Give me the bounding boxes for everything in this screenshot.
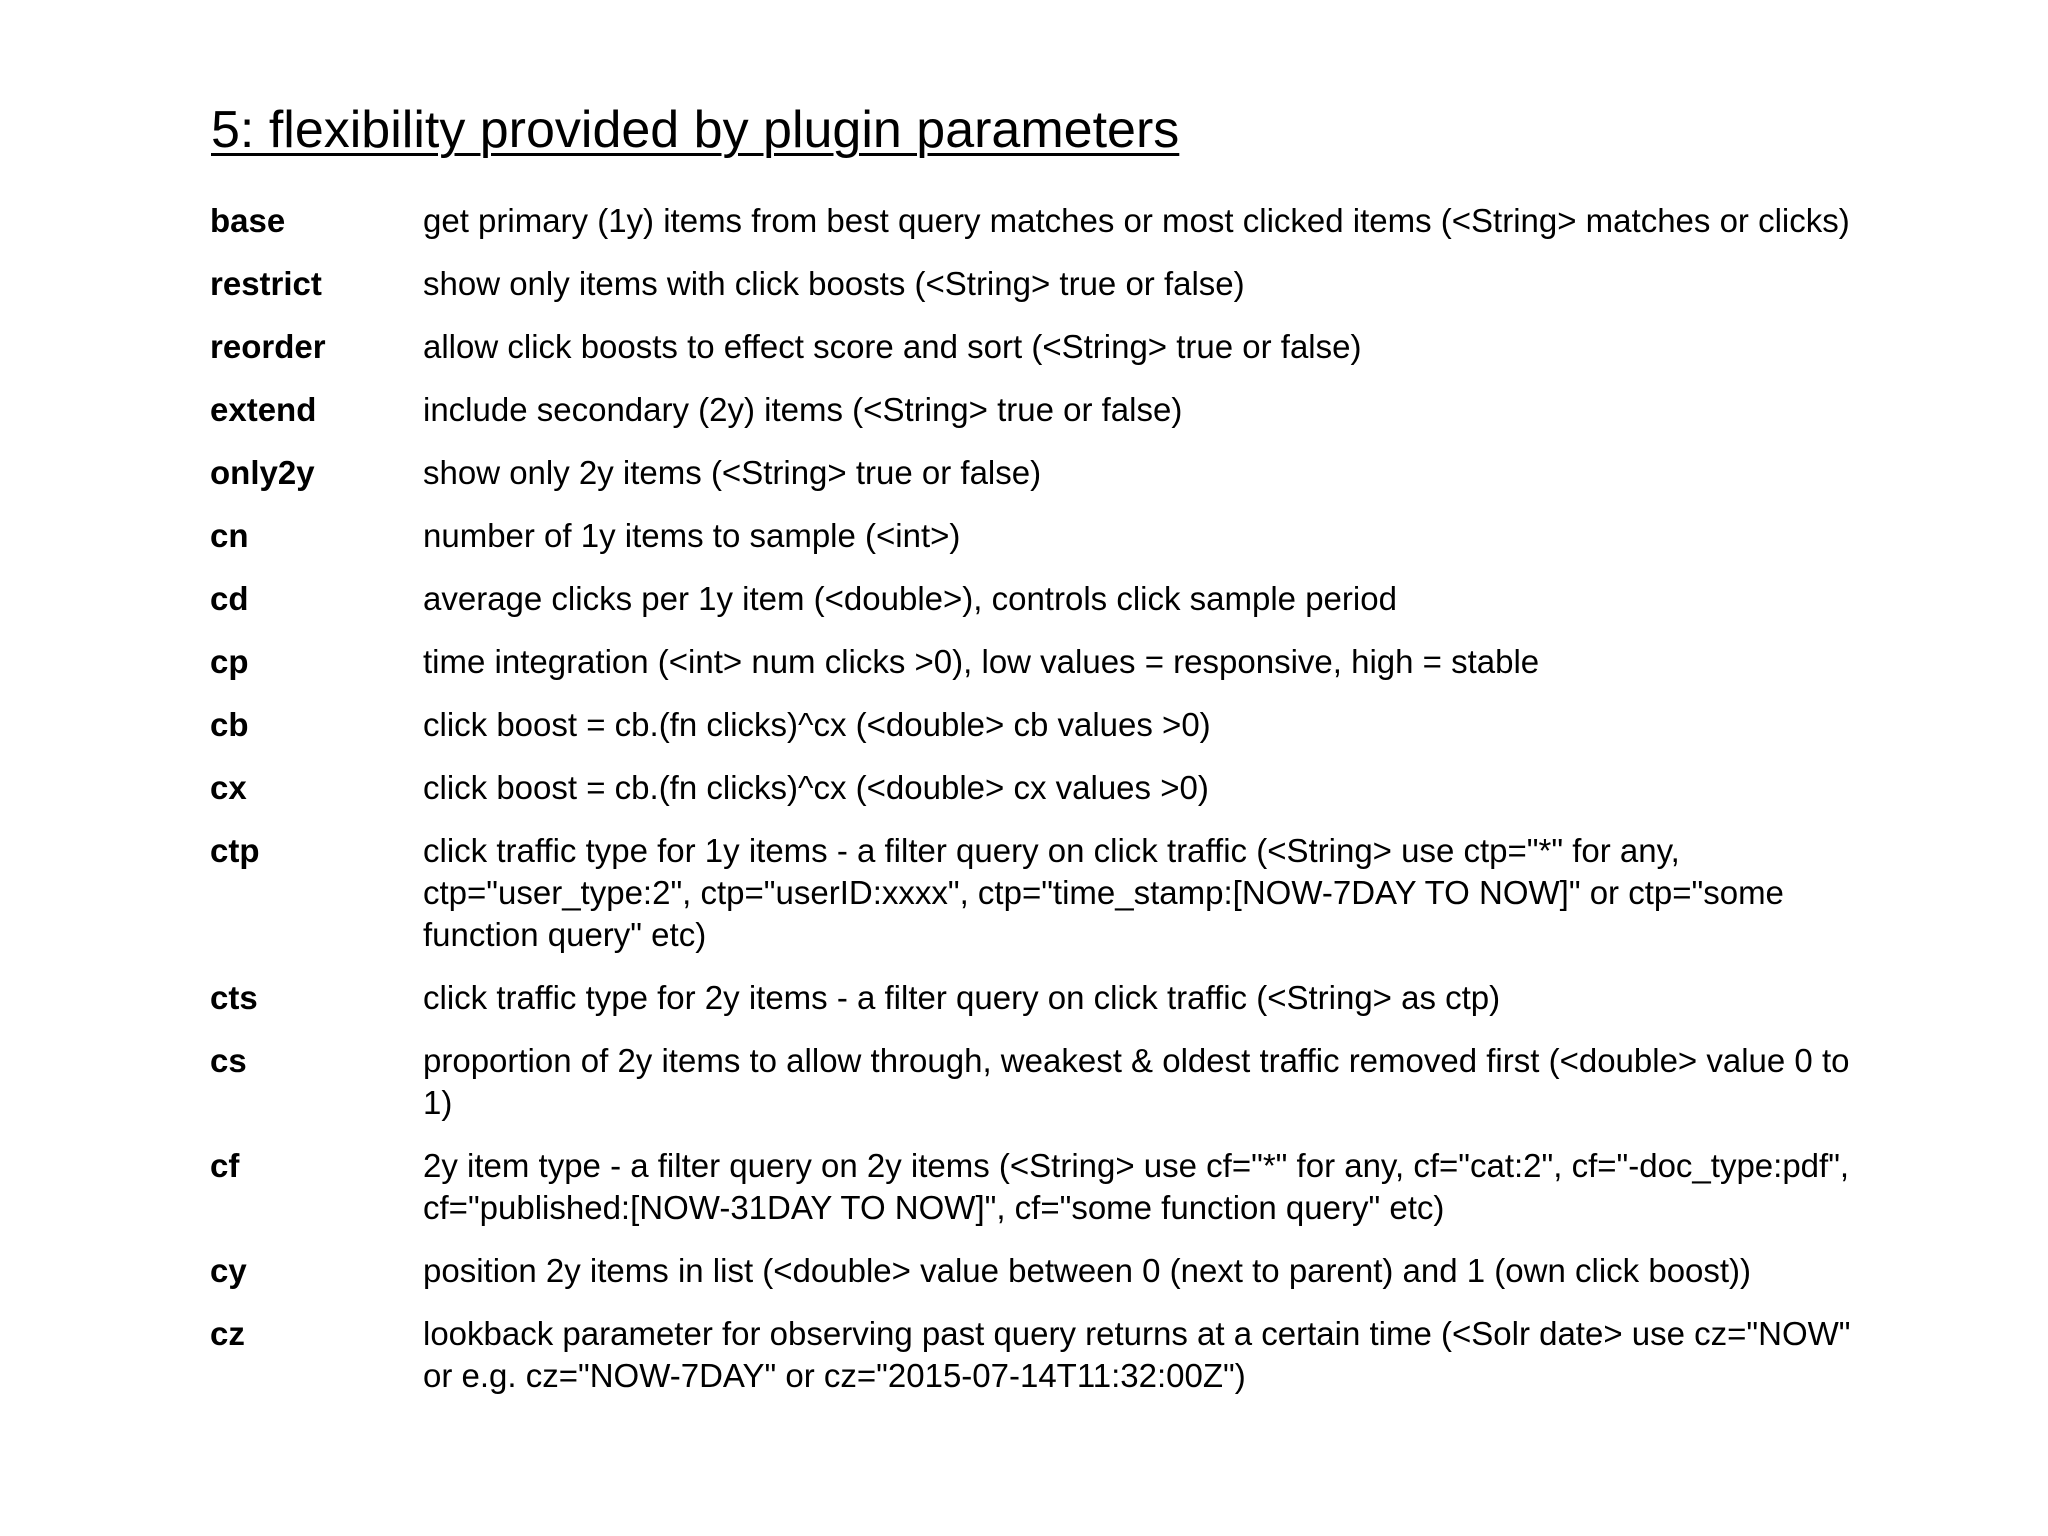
parameter-description: 2y item type - a filter query on 2y items (<String> use cf="*" for any, cf="cat:2", cf="-doc_type:pdf", cf="published:[NOW-31DAY TO NOW]", cf="some function query" etc) <box>423 1147 1850 1226</box>
parameter-name: restrict <box>210 265 322 302</box>
parameter-name: cs <box>210 1042 247 1079</box>
parameter-description: lookback parameter for observing past query returns at a certain time (<Solr date> use cz="NOW" or e.g. cz="NOW-7DAY" or cz="2015-07-14T11:32:00Z") <box>423 1315 1851 1394</box>
parameter-row <box>210 200 1860 242</box>
parameter-description: number of 1y items to sample (<int>) <box>423 517 961 554</box>
parameter-row <box>210 263 1860 305</box>
parameter-row <box>210 389 1860 431</box>
parameter-description: average clicks per 1y item (<double>), controls click sample period <box>423 580 1397 617</box>
parameter-description: position 2y items in list (<double> value between 0 (next to parent) and 1 (own click boost)) <box>423 1252 1752 1289</box>
parameter-name: extend <box>210 391 317 428</box>
parameter-row <box>210 1250 1860 1292</box>
parameter-description: show only 2y items (<String> true or false) <box>423 454 1042 491</box>
parameter-description: show only items with click boosts (<String> true or false) <box>423 265 1245 302</box>
parameter-description: get primary (1y) items from best query matches or most clicked items (<String> matches or clicks) <box>423 202 1850 239</box>
parameter-name: cf <box>210 1147 240 1184</box>
parameter-description: click boost = cb.(fn clicks)^cx (<double> cx values >0) <box>423 769 1209 806</box>
parameter-row <box>210 1313 1860 1397</box>
parameter-name: cts <box>210 979 258 1016</box>
parameter-row <box>210 767 1860 809</box>
parameter-description: time integration (<int> num clicks >0), low values = responsive, high = stable <box>423 643 1540 680</box>
parameter-name: cn <box>210 517 249 554</box>
parameter-description: click traffic type for 2y items - a filter query on click traffic (<String> as ctp) <box>423 979 1501 1016</box>
parameter-row <box>210 830 1860 956</box>
parameter-name: ctp <box>210 832 260 869</box>
parameter-description: proportion of 2y items to allow through, weakest & oldest traffic removed first (<double> value 0 to 1) <box>423 1042 1850 1121</box>
parameter-name: reorder <box>210 328 326 365</box>
parameter-row <box>210 515 1860 557</box>
parameter-row <box>210 977 1860 1019</box>
parameter-name: cd <box>210 580 249 617</box>
parameter-name: cp <box>210 643 249 680</box>
parameter-row <box>210 578 1860 620</box>
parameter-row <box>210 1145 1860 1229</box>
parameter-name: base <box>210 202 286 239</box>
parameter-row <box>210 452 1860 494</box>
parameter-row <box>210 1040 1860 1124</box>
parameter-name: only2y <box>210 454 315 491</box>
parameter-description: click traffic type for 1y items - a filter query on click traffic (<String> use ctp="*" for any, ctp="user_type:2", ctp="userID:xxxx", ctp="time_stamp:[NOW-7DAY TO NOW]" or ctp="some function query" etc) <box>423 832 1784 953</box>
parameter-name: cx <box>210 769 247 806</box>
parameter-list <box>210 200 1860 1418</box>
parameter-name: cb <box>210 706 249 743</box>
parameter-description: click boost = cb.(fn clicks)^cx (<double> cb values >0) <box>423 706 1211 743</box>
parameter-row <box>210 704 1860 746</box>
parameter-name: cz <box>210 1315 245 1352</box>
parameter-row <box>210 326 1860 368</box>
parameter-description: include secondary (2y) items (<String> true or false) <box>423 391 1183 428</box>
parameter-description: allow click boosts to effect score and sort (<String> true or false) <box>423 328 1362 365</box>
slide-title: 5: flexibility provided by plugin parameters <box>211 101 1180 159</box>
parameter-name: cy <box>210 1252 247 1289</box>
parameter-row <box>210 641 1860 683</box>
